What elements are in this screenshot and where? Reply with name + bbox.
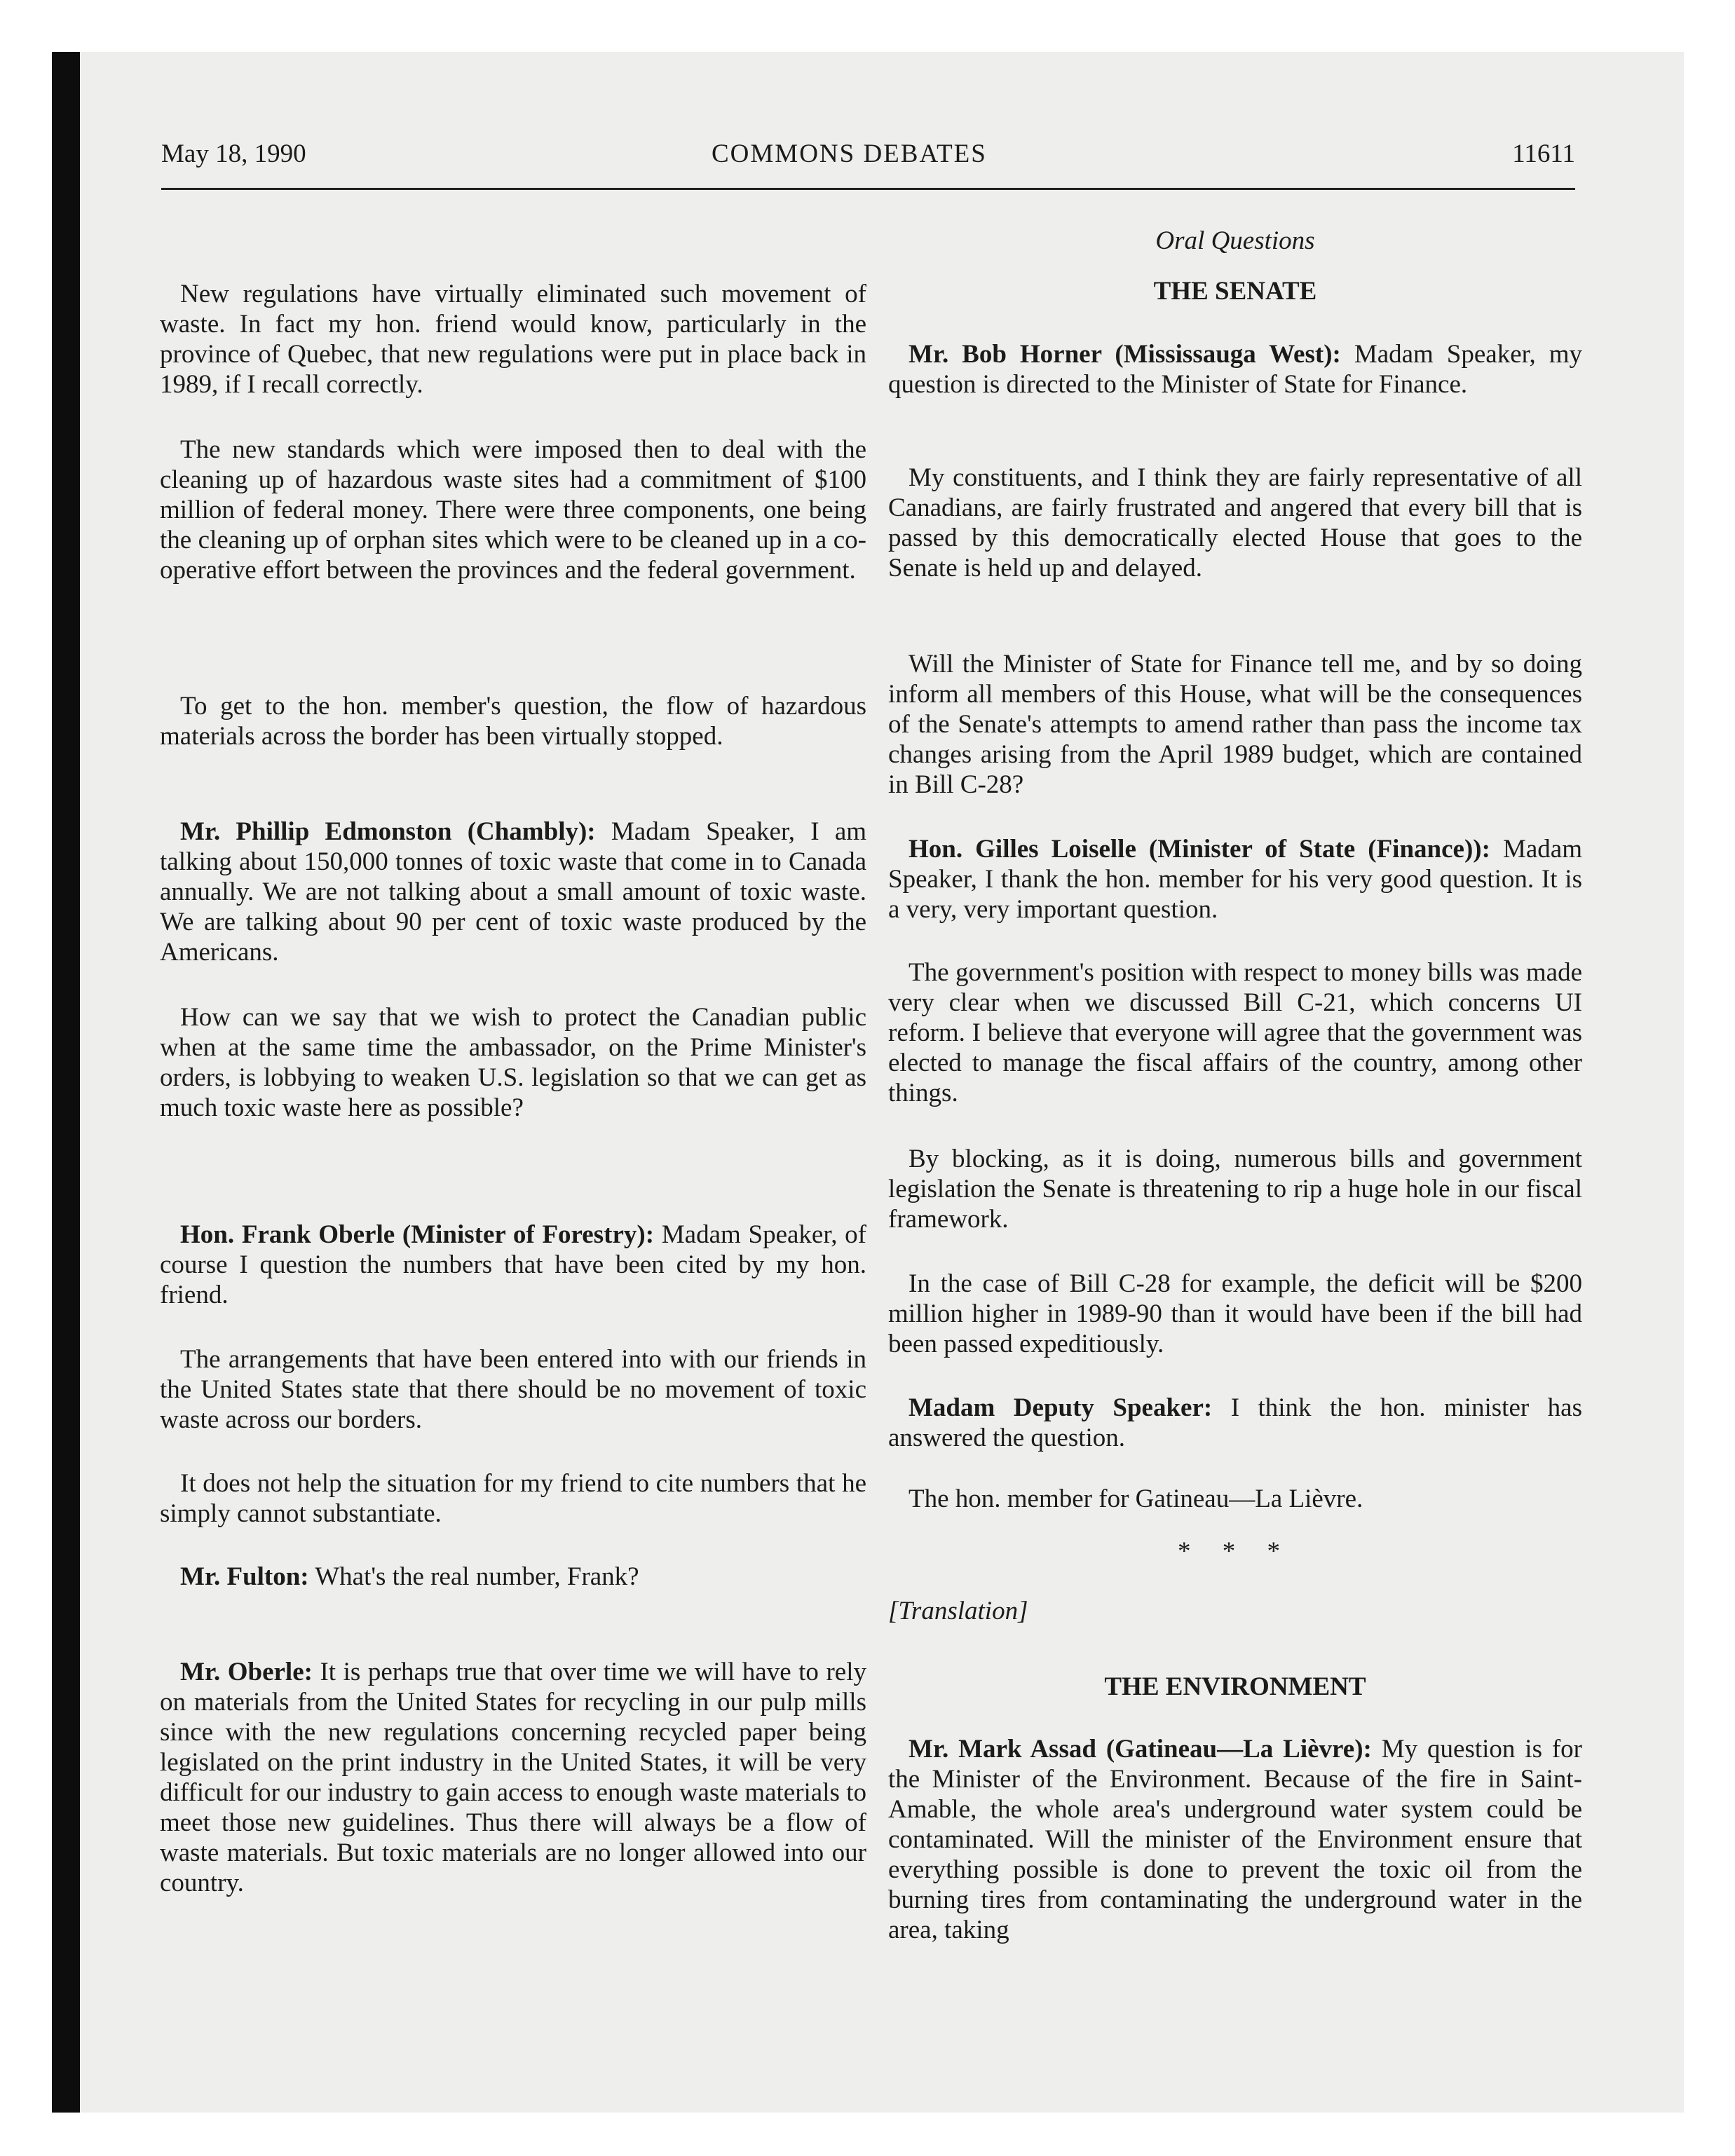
paragraph: In the case of Bill C-28 for example, the deficit will be $200 million higher in 1989-90 than it would have been if the bill had been passed expeditiously. <box>888 1269 1582 1358</box>
speaker-name: Mr. Mark Assad (Gatineau—La Lièvre): <box>909 1735 1372 1763</box>
paragraph <box>888 1734 1582 1945</box>
speech-text: Madam Speaker, I thank the hon. member for his very good question. It is a very, very important question. <box>888 835 1583 924</box>
speech-text: What's the real number, Frank? <box>315 1562 639 1591</box>
paragraph: By blocking, as it is doing, numerous bills and government legislation the Senate is threatening to rip a huge hole in our fiscal framework. <box>888 1145 1582 1234</box>
section-heading: THE SENATE <box>1153 277 1317 306</box>
section-separator: * * * <box>1178 1537 1293 1566</box>
speech-text: Madam Speaker, of course I question the numbers that have been cited by my hon. friend. <box>160 1220 866 1309</box>
paragraph <box>888 339 1582 400</box>
header-rule <box>161 188 1575 190</box>
speech-text: I think the hon. minister has answered the question. <box>888 1393 1583 1452</box>
paragraph: The government's position with respect to money bills was made very clear when we discussed Bill C-21, which concerns UI reform. I believe that everyone will agree that the government was elected to manage the fiscal affairs of the country, among other things. <box>888 958 1582 1107</box>
paragraph: How can we say that we wish to protect the Canadian public when at the same time the ambassador, on the Prime Minister's orders, is lobbying to weaken U.S. legislation so that we can get as much toxic waste here as possible? <box>160 1003 866 1122</box>
paragraph: My constituents, and I think they are fairly representative of all Canadians, are fairly frustrated and angered that every bill that is passed by this democratically elected House that goes to the Senate is held up and delayed. <box>888 463 1582 582</box>
paragraph: The hon. member for Gatineau—La Lièvre. <box>909 1485 1363 1513</box>
speech-text: Madam Speaker, I am talking about 150,000 tonnes of toxic waste that come in to Canada annually. We are not talking about a small amount of toxic waste. We are talking about 90 per cent of toxic waste produced by the Americans. <box>160 817 867 967</box>
translation-marker: [Translation] <box>888 1597 1028 1625</box>
paragraph <box>160 1220 866 1310</box>
paragraph: The new standards which were imposed then to deal with the cleaning up of hazardous waste sites had a commitment of $100 million of federal money. There were three components, one being the cleaning up of orphan sites which were to be cleaned up in a co-operative effort between the provinces and the federal government. <box>160 435 866 585</box>
speaker-name: Hon. Frank Oberle (Minister of Forestry): <box>180 1220 655 1249</box>
speaker-name: Madam Deputy Speaker: <box>909 1393 1213 1422</box>
speaker-name: Mr. Fulton: <box>180 1562 309 1591</box>
paragraph: New regulations have virtually eliminated such movement of waste. In fact my hon. friend would know, particularly in the province of Quebec, that new regulations were put in place back in 1989, if I recall correctly. <box>160 280 866 399</box>
paragraph: To get to the hon. member's question, the flow of hazardous materials across the border has been virtually stopped. <box>160 692 866 751</box>
section-label: Oral Questions <box>1155 226 1315 255</box>
paragraph <box>160 1562 866 1592</box>
speech-text: My question is for the Minister of the Environment. Because of the fire in Saint-Amable, the whole area's underground water system could be contaminated. Will the minister of the Environment ensure that everything possible is done to prevent the toxic oil from the burning tires from contaminating the underground water in the area, taking <box>888 1735 1582 1944</box>
section-heading: THE ENVIRONMENT <box>1104 1672 1366 1701</box>
speaker-name: Hon. Gilles Loiselle (Minister of State (Finance)): <box>909 835 1490 864</box>
speaker-name: Mr. Phillip Edmonston (Chambly): <box>180 817 596 846</box>
paragraph: The arrangements that have been entered into with our friends in the United States state that there should be no movement of toxic waste across our borders. <box>160 1345 866 1434</box>
header-date: May 18, 1990 <box>161 139 306 168</box>
binding-edge <box>52 52 80 2113</box>
paragraph: It does not help the situation for my friend to cite numbers that he simply cannot substantiate. <box>160 1469 866 1528</box>
paragraph <box>888 834 1582 925</box>
paragraph <box>160 1657 866 1898</box>
speaker-name: Mr. Oberle: <box>180 1658 313 1686</box>
page-number: 11611 <box>1512 139 1575 168</box>
paragraph: Will the Minister of State for Finance tell me, and by so doing inform all members of this House, what will be the consequences of the Senate's attempts to amend rather than pass the income tax changes arising from the April 1989 budget, which are contained in Bill C-28? <box>888 650 1582 799</box>
paragraph <box>888 1393 1582 1453</box>
header-title: COMMONS DEBATES <box>712 139 987 168</box>
speech-text: Madam Speaker, my question is directed to the Minister of State for Finance. <box>888 340 1582 399</box>
speaker-name: Mr. Bob Horner (Mississauga West): <box>909 340 1341 369</box>
paragraph <box>160 817 866 967</box>
speech-text: It is perhaps true that over time we will have to rely on materials from the United States for recycling in our pulp mills since with the new regulations concerning recycled paper being legislated on the print industry in the United States, it will be very difficult for our industry to gain access to enough waste materials to meet those new guidelines. Thus there will always be a flow of waste materials. But toxic materials are no longer allowed into our country. <box>160 1658 866 1897</box>
